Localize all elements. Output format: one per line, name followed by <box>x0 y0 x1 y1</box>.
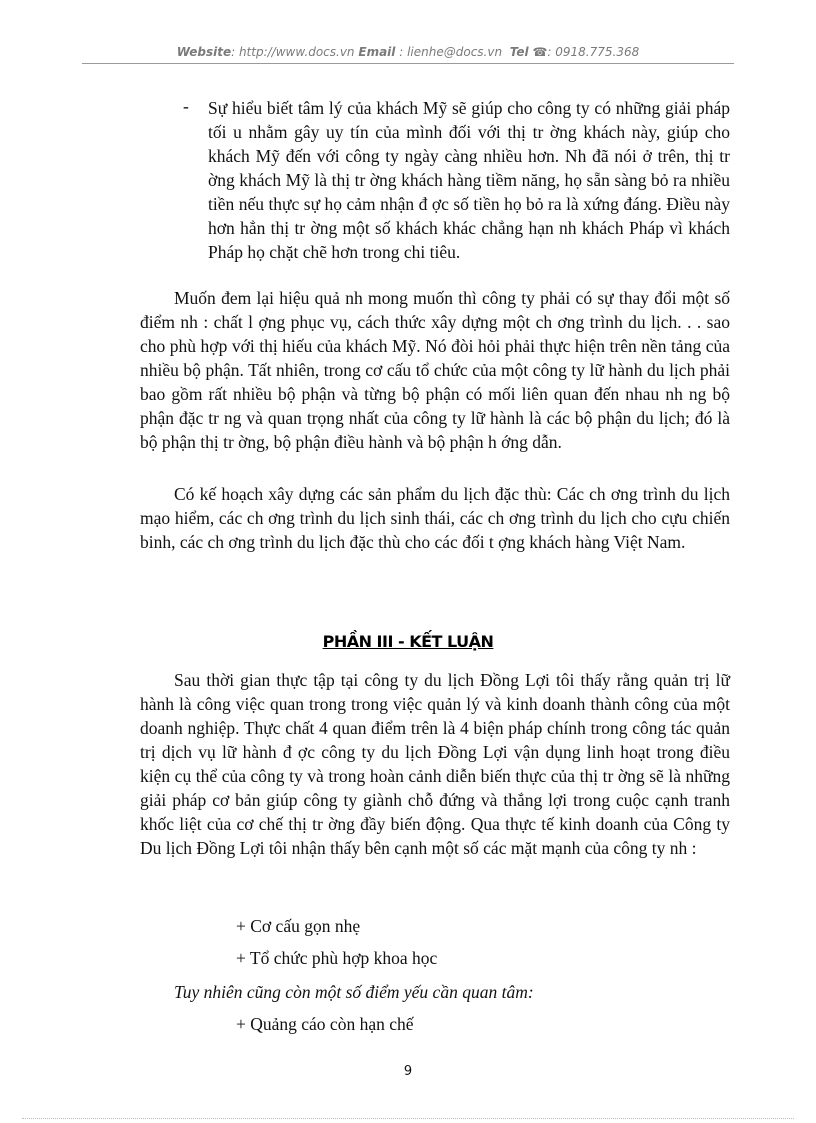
website-url: : http://www.docs.vn <box>231 45 355 59</box>
tel-number: ☎: 0918.775.368 <box>532 45 640 59</box>
bullet-dash: - <box>183 96 189 116</box>
strength-item: + Cơ cấu gọn nhẹ <box>236 916 361 936</box>
tel-label: Tel <box>509 45 529 59</box>
page-number: 9 <box>403 1064 413 1079</box>
header-divider <box>82 63 734 64</box>
weakness-item: + Quảng cáo còn hạn chế <box>236 1014 414 1034</box>
email-address: : lienhe@docs.vn <box>399 45 503 59</box>
website-label: Website <box>176 45 232 59</box>
weakness-intro: Tuy nhiên cũng còn một số điểm yếu cần quan tâm: <box>174 982 534 1002</box>
footer-divider <box>22 1118 794 1119</box>
strength-item: + Tổ chức phù hợp khoa học <box>236 948 438 968</box>
paragraph-special-products: Có kế hoạch xây dựng các sản phẩm du lịch đặc thù: Các ch ơng trình du lịch mạo hiểm, các ch ơng trình du lịch sinh thái, các ch ơng trình du lịch cho cựu chiến binh, các ch ơng trình du lịch đặc thù cho các đối t ợng khách hàng Việt Nam. <box>140 484 730 552</box>
email-label: Email <box>358 45 396 59</box>
paragraph-service-change: Muốn đem lại hiệu quả nh mong muốn thì công ty phải có sự thay đổi một số điểm nh : chất l ợng phục vụ, cách thức xây dựng một ch ơng trình du lịch. . . sao cho phù hợp với thị hiếu của khách Mỹ. Nó đòi hỏi phải thực hiện trên nền tảng của nhiều bộ phận. Tất nhiên, trong cơ cấu tổ chức của một công ty lữ hành du lịch phải bao gồm rất nhiều bộ phận và từng bộ phận có mối liên quan đến nhau nh ng bộ phận đặc tr ng và quan trọng nhất của công ty lữ hành là các bộ phận du lịch; đó là bộ phận thị tr ờng, bộ phận điều hành và bộ phận h ớng dẫn. <box>140 288 730 452</box>
conclusion-paragraph: Sau thời gian thực tập tại công ty du lịch Đồng Lợi tôi thấy rằng quản trị lữ hành là công việc quan trong trong việc quản lý và kinh doanh thành công của một doanh nghiệp. Thực chất 4 quan điểm trên là 4 biện pháp chính trong công tác quản trị dịch vụ lữ hành đ ợc công ty du lịch Đồng Lợi vận dụng linh hoạt trong điều kiện cụ thể của công ty và trong hoàn cảnh diễn biến thực của thị tr ờng sẽ là những giải pháp cơ bản giúp công ty giành chỗ đứng và thắng lợi trong cuộc cạnh tranh khốc liệt của cơ chế thị tr ờng đầy biến động. Qua thực tế kinh doanh của Công ty Du lịch Đồng Lợi tôi nhận thấy bên cạnh một số các mặt mạnh của công ty nh : <box>140 670 730 858</box>
bullet-paragraph: Sự hiểu biết tâm lý của khách Mỹ sẽ giúp cho công ty có những giải pháp tối u nhằm gây uy tín của mình đối với thị tr ờng khách này, giúp cho khách Mỹ đến với công ty ngày càng nhiều hơn. Nh đã nói ở trên, thị tr ờng khách Mỹ là thị tr ờng khách hàng tiềm năng, họ sẵn sàng bỏ ra nhiều tiền nếu thực sự họ cảm nhận đ ợc số tiền họ bỏ ra là xứng đáng. Điều này hơn hẳn thị tr ờng một số khách khác chẳng hạn nh khách Pháp vì khách Pháp họ chặt chẽ hơn trong chi tiêu. <box>208 98 730 262</box>
page-header <box>0 44 816 60</box>
section-heading: PHẦN III - KẾT LUẬN <box>322 632 494 651</box>
